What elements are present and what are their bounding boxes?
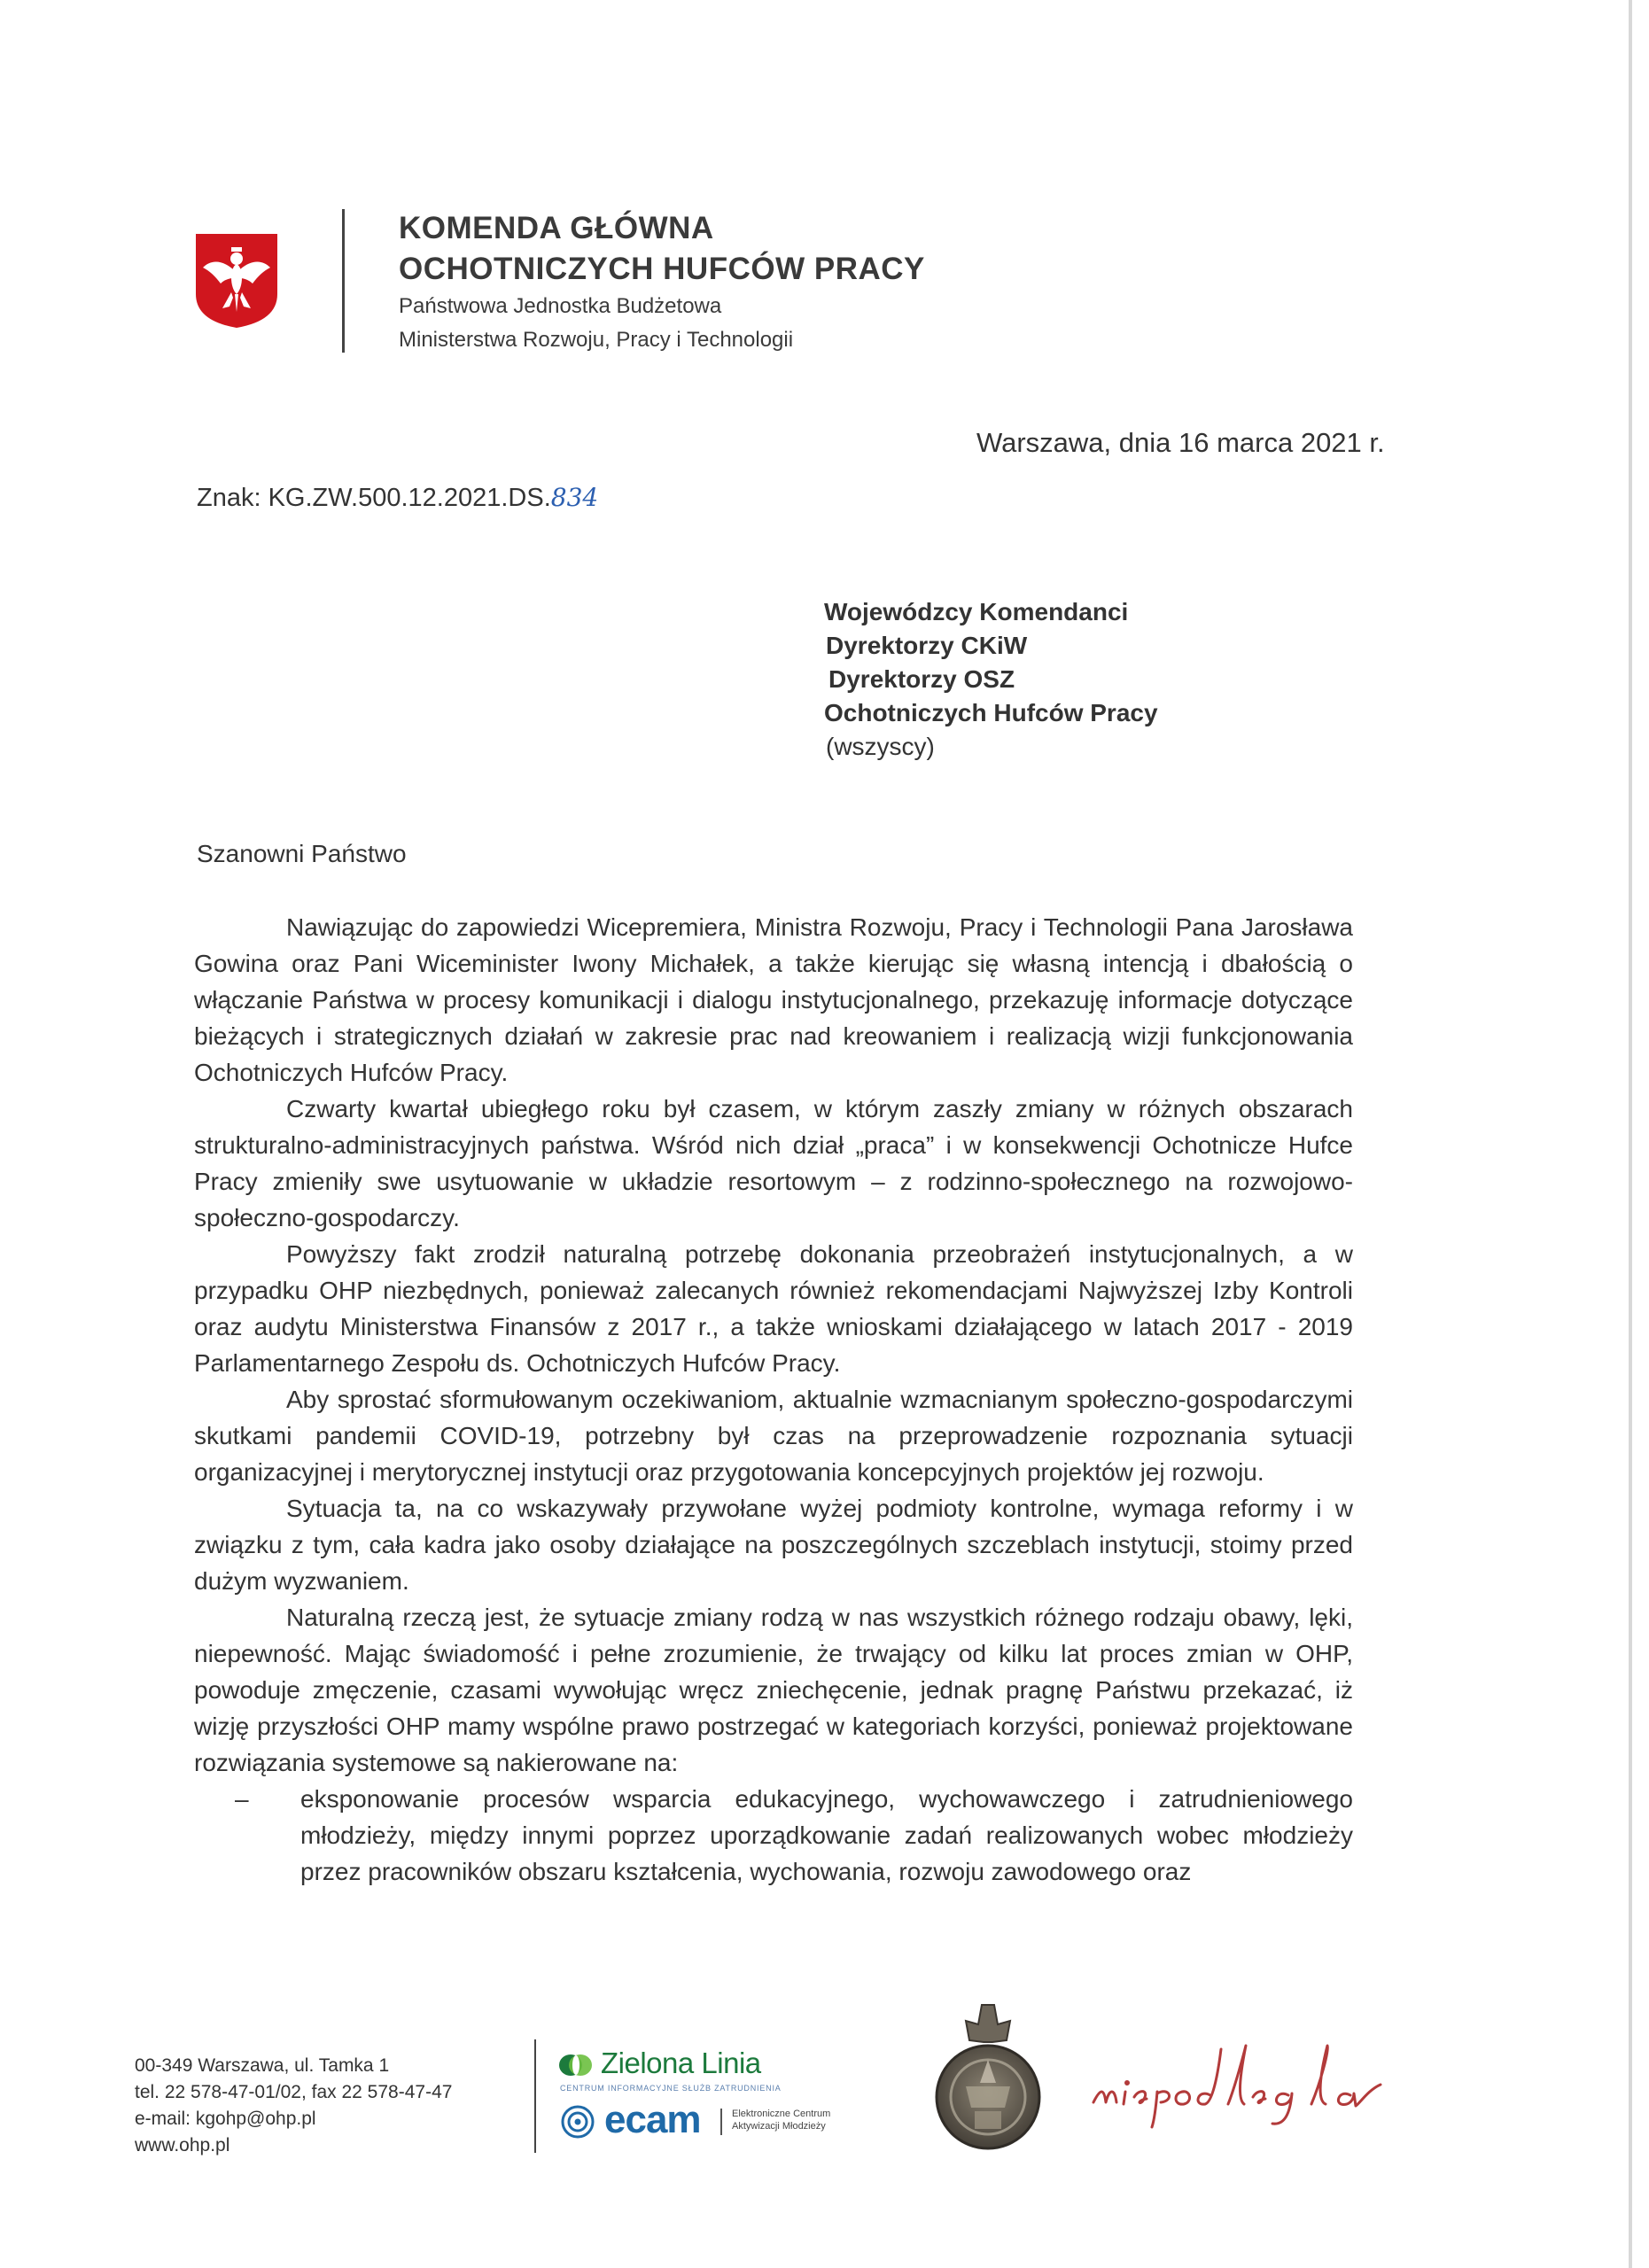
zielona-linia-title: Zielona Linia	[601, 2047, 761, 2079]
ecam-divider	[720, 2109, 722, 2135]
body-paragraph: Naturalną rzeczą jest, że sytuacje zmiany rodzą w nas wszystkich różnego rodzaju obawy, lęki, niepewność. Mając świadomość i pełne zrozumienie, że trwający od kilku lat proces zmian w OHP, powoduje zmęczenie, czasami wywołując wręcz zniechęcenie, jednak pragnę Państwu przekazać, iż wizję przyszłości OHP mamy wspólne prawo postrzegać w kategoriach korzyści, ponieważ projektowane rozwiązania systemowe są nakierowane na:	[194, 1604, 1353, 1776]
list-item-text: eksponowanie procesów wsparcia edukacyjnego, wychowawczego i zatrudnieniowego młodzieży, między innymi poprzez uporządkowanie zadań realizowanych wobec młodzieży przez pracowników obszaru kształcenia, wychowania, rozwoju zawodowego oraz	[300, 1785, 1353, 1885]
institution-subtitle-line2: Ministerstwa Rozwoju, Pracy i Technologii	[399, 328, 794, 352]
body-paragraph: Czwarty kwartał ubiegłego roku był czasem, w którym zaszły zmiany w różnych obszarach strukturalno-administracyjnych państwa. Wśród nich dział „praca” i w konsekwencji Ochotnicze Hufce Pracy zmieniły swe usytuowanie w układzie resortowym – z rodzinno-społecznego na rozwojowo-społeczno-gospodarczy.	[194, 1095, 1353, 1231]
addressee-block	[824, 595, 1158, 764]
addressee-line: Wojewódzcy Komendanci	[824, 598, 1129, 625]
body-paragraph: Aby sprostać sformułowanym oczekiwaniom, aktualnie wzmacnianym społeczno-gospodarczymi skutkami pandemii COVID-19, potrzebny był czas na przeprowadzenie rozpoznania sytuacji organizacyjnej i merytorycznej instytucji oraz przygotowania koncepcyjnych projektów jej rozwoju.	[194, 1386, 1353, 1486]
addressee-line: (wszyscy)	[826, 733, 935, 760]
institution-subtitle-line1: Państwowa Jednostka Budżetowa	[399, 294, 722, 318]
date-line: Warszawa, dnia 16 marca 2021 r.	[976, 427, 1385, 458]
body-paragraph: Powyższy fakt zrodził naturalną potrzebę dokonania przeobrażeń instytucjonalnych, a w przypadku OHP niezbędnych, ponieważ zalecanych również rekomendacjami Najwyższej Izby Kontroli oraz audytu Ministerstwa Finansów z 2017 r., a także wnioskami działającego w latach 2017 - 2019 Parlamentarnego Zespołu ds. Ochotniczych Hufców Pracy.	[194, 1240, 1353, 1377]
reference-label: Znak: KG.ZW.500.12.2021.DS.	[197, 484, 551, 512]
polish-eagle-emblem-icon	[194, 232, 279, 330]
salutation: Szanowni Państwo	[197, 840, 407, 867]
list-item	[194, 1781, 1353, 1890]
addressee-line: Ochotniczych Hufców Pracy	[824, 699, 1158, 726]
ecam-subtitle-line2: Aktywizacji Młodzieży	[732, 2121, 826, 2132]
letter-body	[194, 909, 1353, 1890]
header-divider	[342, 209, 345, 353]
footer-website: www.ohp.pl	[135, 2135, 230, 2155]
institution-name-line2: OCHOTNICZYCH HUFCÓW PRACY	[399, 252, 925, 286]
zielona-linia-subtitle: CENTRUM INFORMACYJNE SŁUŻB ZATRUDNIENIA	[560, 2084, 782, 2093]
bullet-dash: –	[235, 1785, 249, 1813]
ecam-title: ecam	[604, 2098, 701, 2141]
institution-name-line1: KOMENDA GŁÓWNA	[399, 211, 714, 245]
body-paragraph: Nawiązując do zapowiedzi Wicepremiera, Ministra Rozwoju, Pracy i Technologii Pana Jarosława Gowina oraz Pani Wiceminister Iwony Michałek, a także kierując się własną intencją i dbałością o włączanie Państwa w procesy komunikacji i dialogu instytucjonalnego, przekazuję informacje dotyczące bieżących i strategicznych działań w zakresie prac nad kreowaniem i realizacją wizji funkcjonowania Ochotniczych Hufców Pracy.	[194, 913, 1353, 1086]
footer-email: e-mail: kgohp@ohp.pl	[135, 2109, 316, 2129]
scan-edge-shadow	[1629, 0, 1632, 2268]
addressee-line: Dyrektorzy OSZ	[828, 665, 1015, 693]
reference-number	[197, 483, 598, 513]
niepodlegla-signature	[1088, 2033, 1416, 2131]
footer-address: 00-349 Warszawa, ul. Tamka 1	[135, 2055, 390, 2076]
footer-phone: tel. 22 578-47-01/02, fax 22 578-47-47	[135, 2082, 453, 2102]
footer-divider	[534, 2039, 536, 2153]
addressee-line: Dyrektorzy CKiW	[826, 632, 1028, 659]
zielona-linia-leaf-icon	[558, 2052, 594, 2078]
handwritten-reference-number: 834	[550, 483, 599, 512]
ecam-swirl-icon	[558, 2104, 599, 2140]
ecam-subtitle-line1: Elektroniczne Centrum	[732, 2109, 831, 2119]
ohp-badge-icon	[930, 1998, 1046, 2157]
body-paragraph: Sytuacja ta, na co wskazywały przywołane wyżej podmioty kontrolne, wymaga reformy i w związku z tym, cała kadra jako osoby działające na poszczególnych szczeblach instytucji, stoimy przed dużym wyzwaniem.	[194, 1495, 1353, 1595]
bullet-list	[194, 1781, 1353, 1890]
footer-contact	[135, 2053, 452, 2159]
